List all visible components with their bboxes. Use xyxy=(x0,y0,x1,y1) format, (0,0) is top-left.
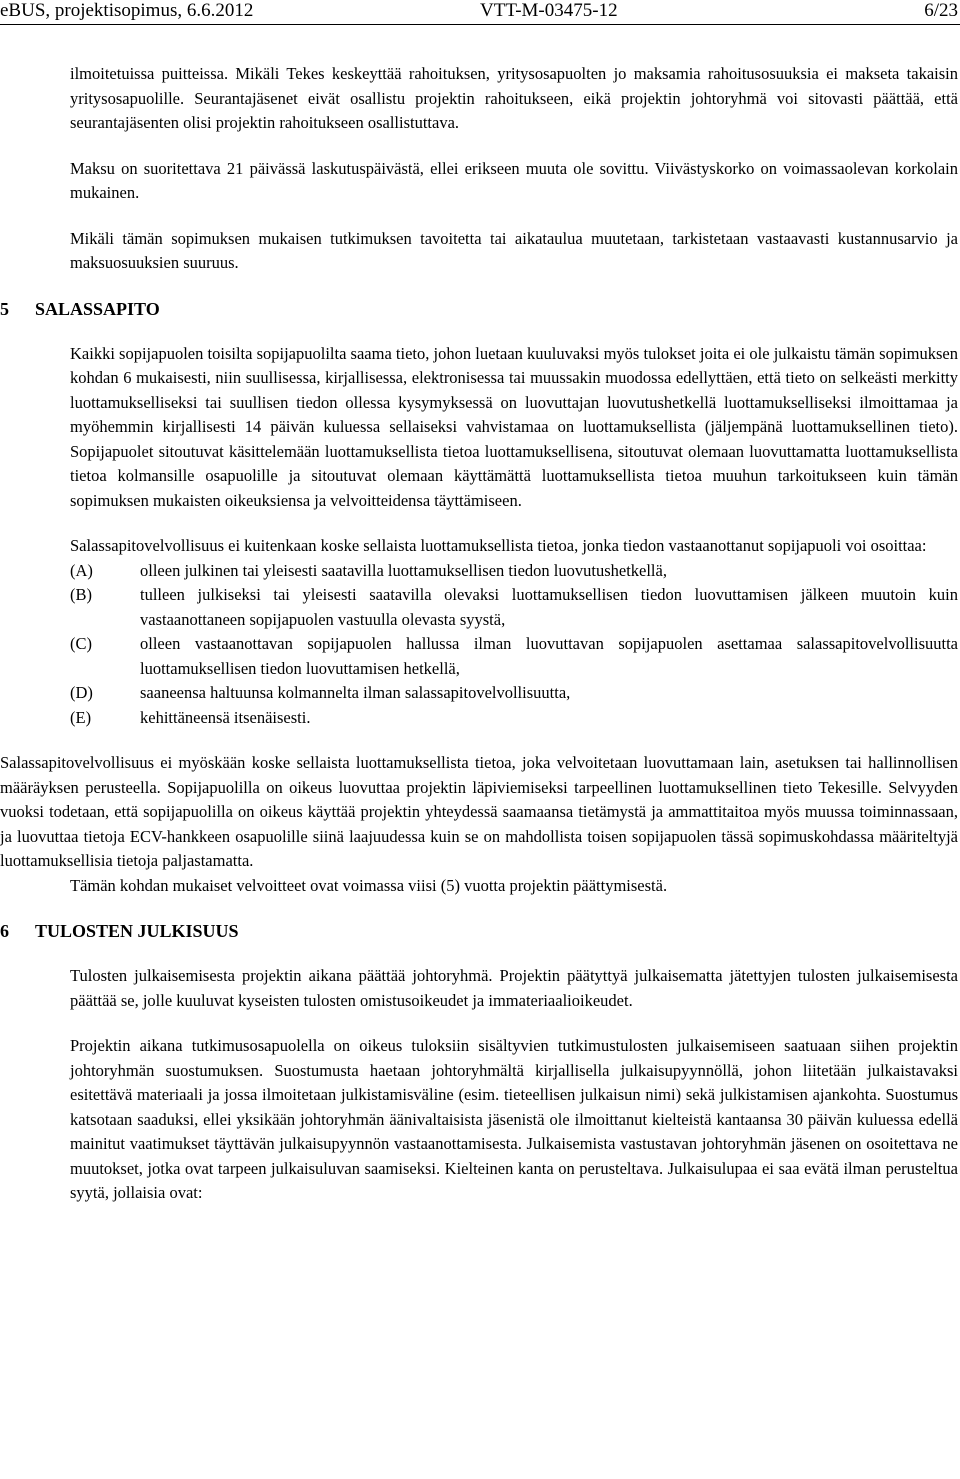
list-item xyxy=(70,632,958,681)
list-item-text: kehittäneensä itsenäisesti. xyxy=(140,707,311,727)
paragraph-payment-terms: Maksu on suoritettava 21 päivässä laskutuspäivästä, ellei erikseen muuta ole sovittu. Viivästyskorko on voimassaolevan korkolain mukainen. xyxy=(70,158,958,202)
list-item xyxy=(70,559,958,584)
section-number: 5 xyxy=(0,298,9,319)
header-document-id: VTT-M-03475-12 xyxy=(480,0,618,21)
page-header xyxy=(0,0,960,24)
header-page-number: 6/23 xyxy=(924,0,958,21)
page-body xyxy=(0,62,958,1206)
exceptions-list xyxy=(70,559,958,731)
section-heading-publicity xyxy=(0,919,958,943)
list-item-text: olleen vastaanottavan sopijapuolen hallussa ilman luovuttavan sopijapuolen asettamaa salassapitovelvollisuutta luottamuksellisen tiedon luovuttamisen hetkellä, xyxy=(140,634,958,678)
paragraph-exceptions-intro: Salassapitovelvollisuus ei kuitenkaan koske sellaista luottamuksellista tietoa, jonka tiedon vastaanottanut sopijapuoli voi osoittaa: xyxy=(70,536,927,555)
list-marker: (A) xyxy=(70,560,93,580)
paragraph-funding: ilmoitetuissa puitteissa. Mikäli Tekes keskeyttää rahoituksen, yritysosapuolten jo maksamia rahoitusosuuksia ei makseta takaisin yritysosapuolille. Seurantajäsenet eivät osallistu projektin rahoitukseen, eikä projektin johtoryhmä voi sitovasti päättää, että seurantajäsenten olisi projektin rahoitukseen osallistuttava. xyxy=(70,64,958,132)
section-heading-confidentiality xyxy=(0,297,958,321)
paragraph-publication-procedure: Projektin aikana tutkimusosapuolella on oikeus tuloksiin sisältyvien tutkimustulosten julkaisemiseen saatuaan siihen projektin johtoryhmän suostumuksen. Suostumusta haetaan johtoryhmältä kirjallisella julkaisupyynnöllä, johon liitetään julkaistavaksi esitettävä materiaali ja jossa ilmoitetaan julkistamisväline (esim. tieteellisen julkaisun nimi) sekä julkistamisen ajankohta. Suostumus katsotaan saaduksi, ellei yksikään johtoryhmän äänivaltaisista jäsenistä ole ilmoittanut kielteistä kantaansa 30 päivän kuluessa edellä mainitut vaatimukset täyttävän julkaisupyynnön vastaanottamisesta. Julkaisemista vastustavan johtoryhmän jäsenen on osoitettava ne muutokset, jotka ovat tarpeen julkaisuluvan saamiseksi. Kielteinen kanta on perusteltava. Julkaisulupaa ei saa evätä ilman perusteltua syytä, jollaisia ovat: xyxy=(70,1036,958,1202)
list-marker: (C) xyxy=(70,634,92,653)
section-title: TULOSTEN JULKISUUS xyxy=(35,921,239,941)
list-marker: (D) xyxy=(70,683,93,702)
list-item-text: olleen julkinen tai yleisesti saatavilla luottamuksellisen tiedon luovutushetkellä, xyxy=(140,560,667,580)
list-item xyxy=(70,706,958,731)
section-number: 6 xyxy=(0,921,9,941)
list-marker: (B) xyxy=(70,585,92,604)
section-title: SALASSAPITO xyxy=(35,298,160,319)
header-rule xyxy=(0,24,960,25)
paragraph-legal-disclosure: Salassapitovelvollisuus ei myöskään koske sellaista luottamuksellista tietoa, joka velvoitetaan luovuttamaan lain, asetuksen tai hallinnollisen määräyksen perusteella. Sopijapuolilla on oikeus luovuttaa projektin läpiviemiseksi tarpeellinen luottamuksellinen tieto Tekesille. Selvyyden vuoksi todetaan, että sopijapuolilla on oikeus käyttää projektin yhteydessä saamaansa tietämystä ja ammattitaitoa myös muussa toiminnassaan, ja luovuttaa tietoja ECV-hankkeen osapuolille siinä laajuudessa kuin se on mahdollista toisen sopijapuolen tässä sopimuskohdassa määriteltyjä luottamuksellisia tietoja paljastamatta. xyxy=(0,753,958,870)
paragraph-confidential-info: Kaikki sopijapuolen toisilta sopijapuolilta saama tieto, johon luetaan kuuluvaksi myös tulokset joita ei ole julkaistu tämän sopimuksen kohdan 6 mukaisesti, niin suullisessa, kirjallisessa, elektronisessa tai muussakin muodossa edellyttäen, että tieto on selkeästi merkitty luottamukselliseksi tai suullisen tiedon ollessa kysymyksessä on luovuttajan luovutushetkellä luottamukselliseksi ilmoittamaa ja myöhemmin kirjallisesti 14 päivän kuluessa sellaiseksi vahvistamaa on luottamuksellista (jäljempänä luottamuksellinen tieto). Sopijapuolet sitoutuvat käsittelemään luottamuksellista tietoa luottamuksellisena, sitoutuvat olemaan luovuttamatta luottamuksellista tietoa kolmansille osapuolille ja sitoutuvat olemaan käyttämättä luottamuksellista tietoa muuhun tarkoitukseen kuin tämän sopimuksen mukaisten oikeuksiensa ja velvoitteidensa täyttämiseen. xyxy=(70,343,958,510)
paragraph-changes: Mikäli tämän sopimuksen mukaisen tutkimuksen tavoitetta tai aikataulua muutetaan, tarkistetaan vastaavasti kustannusarvio ja maksuosuuksien suuruus. xyxy=(70,228,958,272)
list-item xyxy=(70,681,958,706)
list-marker: (E) xyxy=(70,707,92,727)
list-item-text: tulleen julkiseksi tai yleisesti saatavilla olevaksi luottamuksellisen tiedon luovuttamisen jälkeen muutoin kuin vastaanottaneen sopijapuolen vastuulla olevasta syystä, xyxy=(140,585,958,629)
list-item-text: saaneensa haltuunsa kolmannelta ilman salassapitovelvollisuutta, xyxy=(140,683,571,702)
header-document-title: eBUS, projektisopimus, 6.6.2012 xyxy=(0,0,254,21)
paragraph-validity-period: Tämän kohdan mukaiset velvoitteet ovat voimassa viisi (5) vuotta projektin päättymisestä. xyxy=(70,875,668,895)
list-item xyxy=(70,583,958,632)
paragraph-publication-decision: Tulosten julkaisemisesta projektin aikana päättää johtoryhmä. Projektin päätyttyä julkaisematta jätettyjen tulosten julkaisemisesta päättää se, jolle kuuluvat kyseisten tulosten omistusoikeudet ja immateriaalioikeudet. xyxy=(70,966,958,1010)
